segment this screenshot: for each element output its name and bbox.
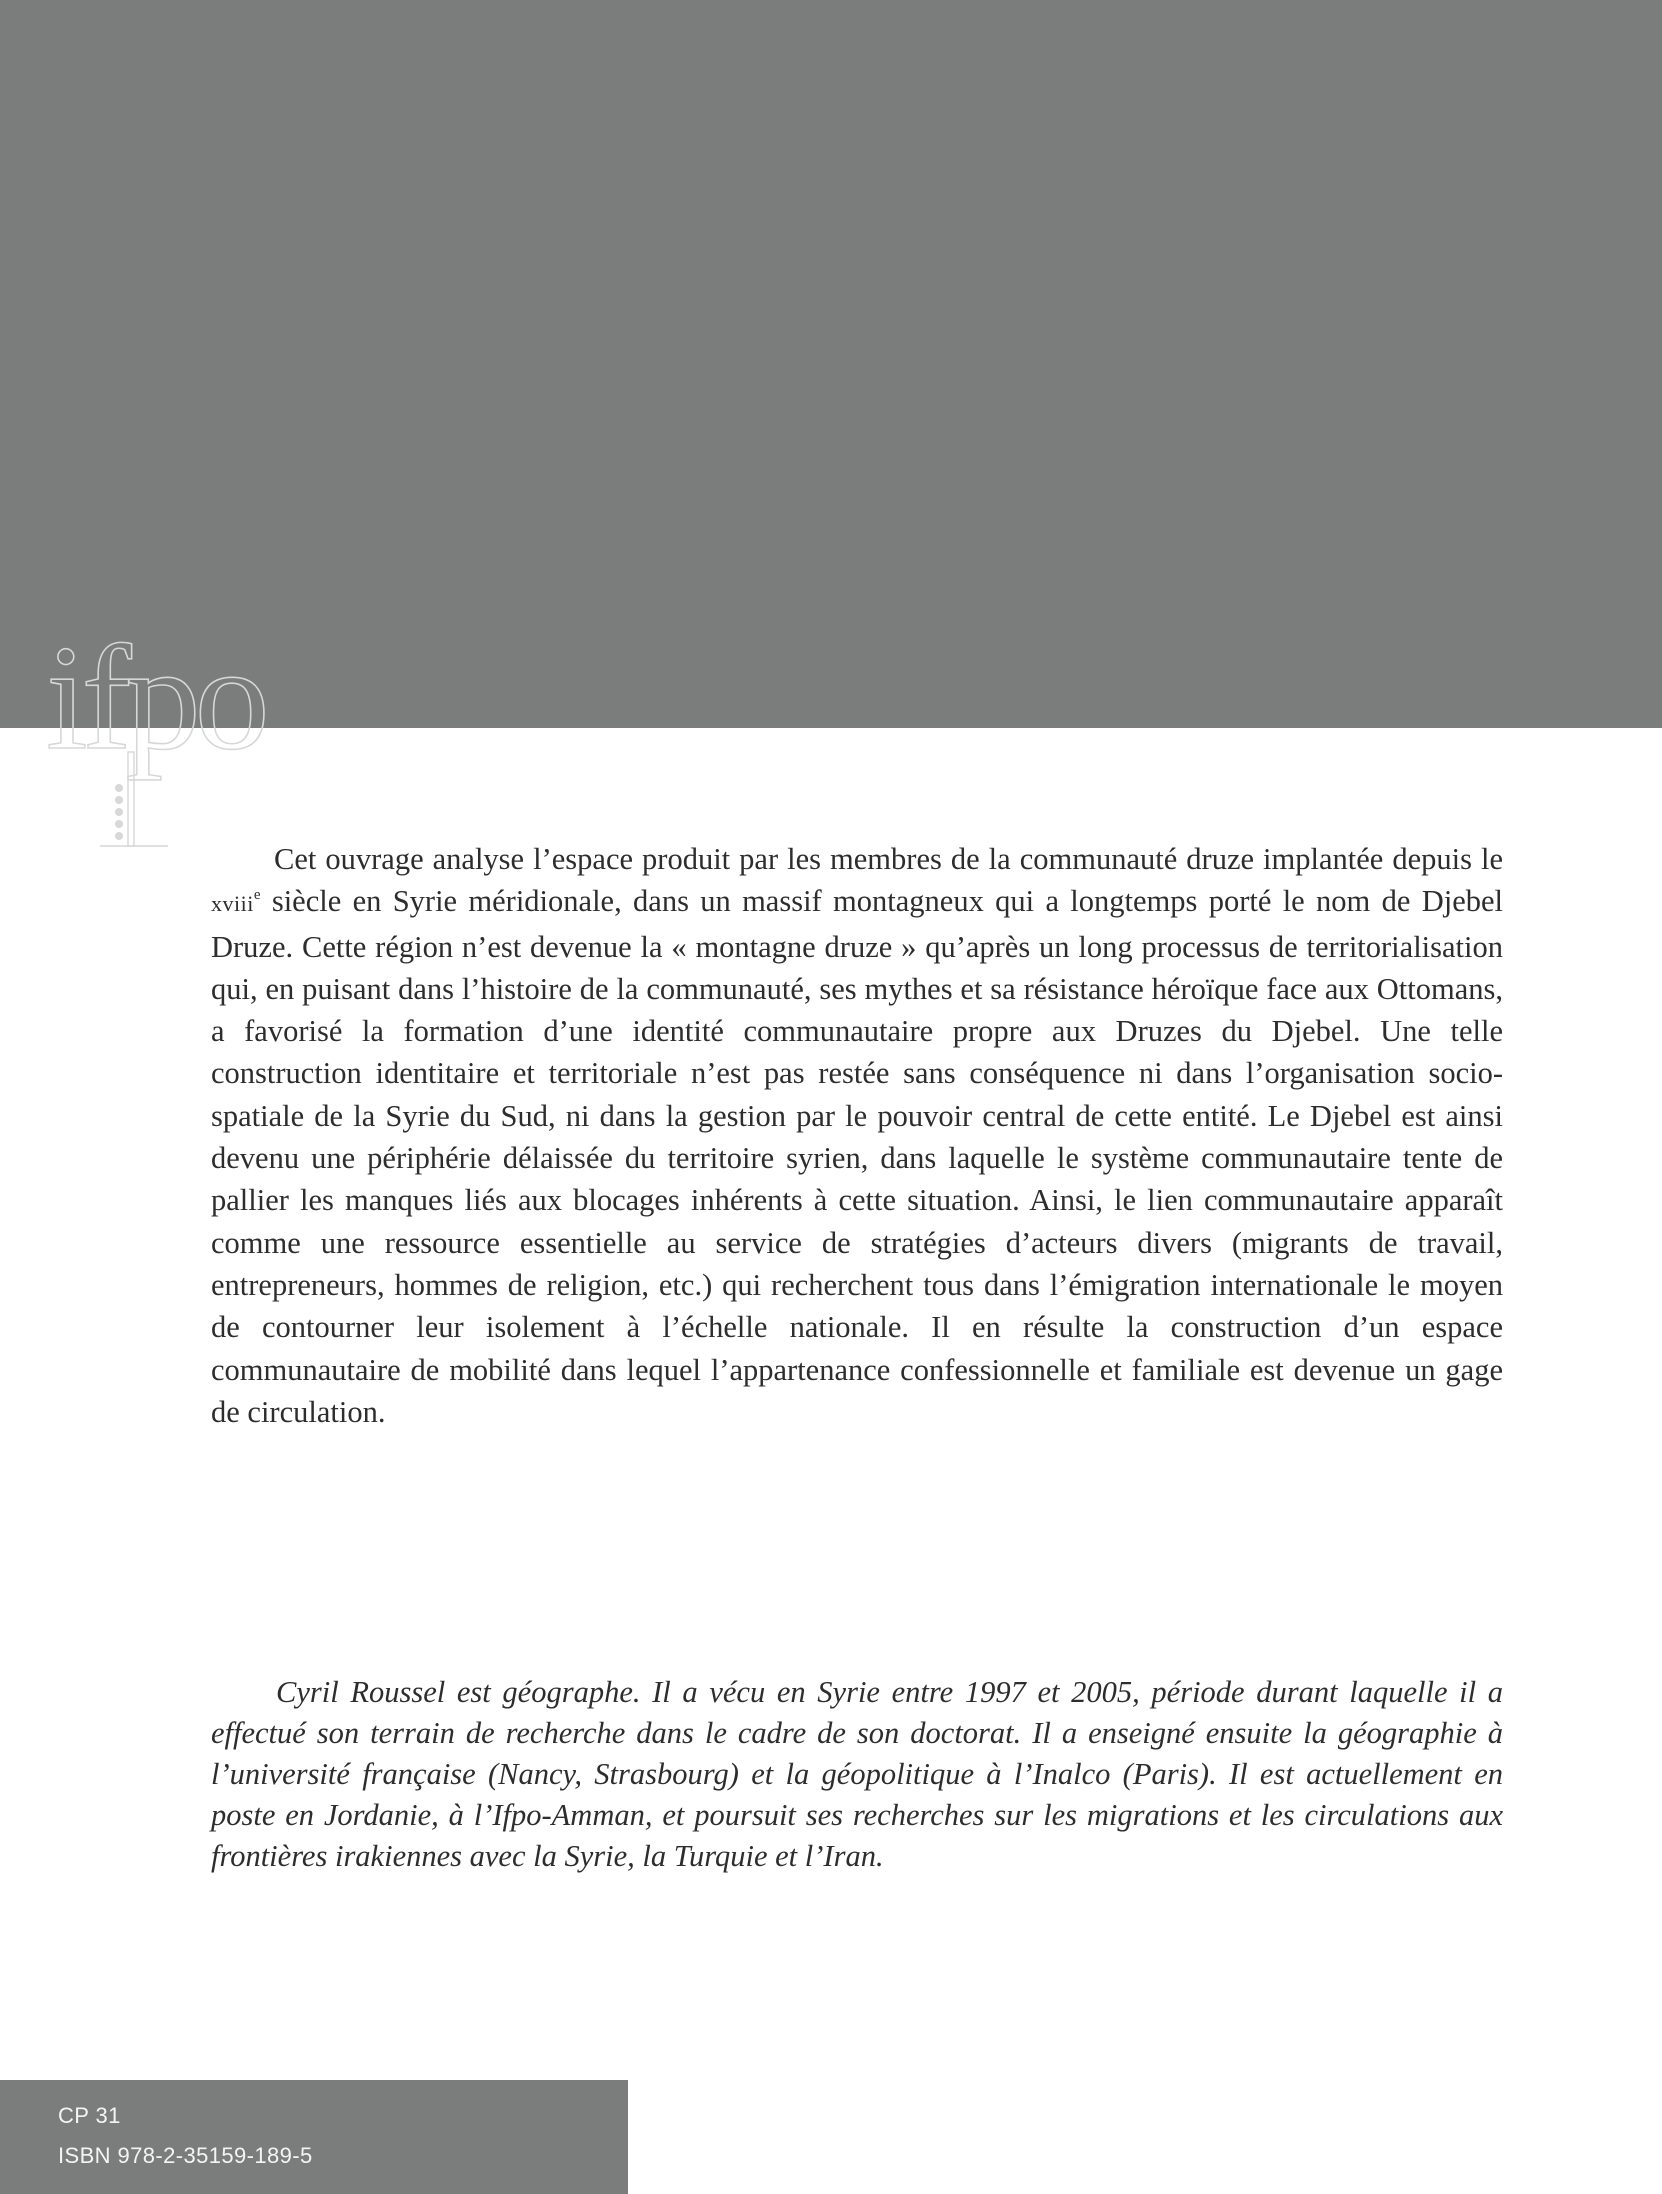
logo-text: ifpo (46, 620, 264, 781)
book-summary (211, 838, 1503, 1433)
collection-code: CP 31 (58, 2103, 121, 2128)
ifpo-logo-icon (40, 620, 330, 860)
top-gray-band (0, 0, 1662, 728)
century-numeral: xviii (211, 891, 254, 917)
bottom-gray-band (0, 2080, 628, 2194)
isbn: ISBN 978-2-35159-189-5 (58, 2143, 313, 2168)
author-bio: Cyril Roussel est géographe. Il a vécu en Syrie entre 1997 et 2005, période durant laquelle il a effectué son terrain de recherche dans le cadre de son doctorat. Il a enseigné ensuite la géographie à l’université française (Nancy, Strasbourg) et la géopolitique à l’Inalco (Paris). Il est actuellement en poste en Jordanie, à l’Ifpo-Amman, et poursuit ses recherches sur les migrations et les circulations aux frontières irakiennes avec la Syrie, la Turquie et l’Iran. (211, 1675, 1503, 1873)
summary-text-start: Cet ouvrage analyse l’espace produit par les membres de la communauté druze implantée depuis le (274, 842, 1503, 876)
summary-text-rest: siècle en Syrie méridionale, dans un massif montagneux qui a longtemps porté le nom de Djebel Druze. Cette région n’est devenue la « montagne druze » qu’après un long processus de territorialisation qui, en puisant dans l’histoire de la communauté, ses mythes et sa résistance héroïque face aux Ottomans, a favorisé la formation d’une identité communautaire propre aux Druzes du Djebel. Une telle construction identitaire et territoriale n’est pas restée sans conséquence ni dans l’organisation socio-spatiale de la Syrie du Sud, ni dans la gestion par le pouvoir central de cette entité. Le Djebel est ainsi devenu une périphérie délaissée du territoire syrien, dans laquelle le système communautaire tente de pallier les manques liés aux blocages inhérents à cette situation. Ainsi, le lien communautaire apparaît comme une ressource essentielle au service de stratégies d’acteurs divers (migrants de travail, entrepreneurs, hommes de religion, etc.) qui recherchent tous dans l’émigration internationale le moyen de contourner leur isolement à l’échelle nationale. Il en résulte la construction d’un espace communautaire de mobilité dans lequel l’appartenance confessionnelle et familiale est devenue un gage de circulation. (211, 884, 1503, 1429)
century-suffix: e (253, 887, 261, 904)
